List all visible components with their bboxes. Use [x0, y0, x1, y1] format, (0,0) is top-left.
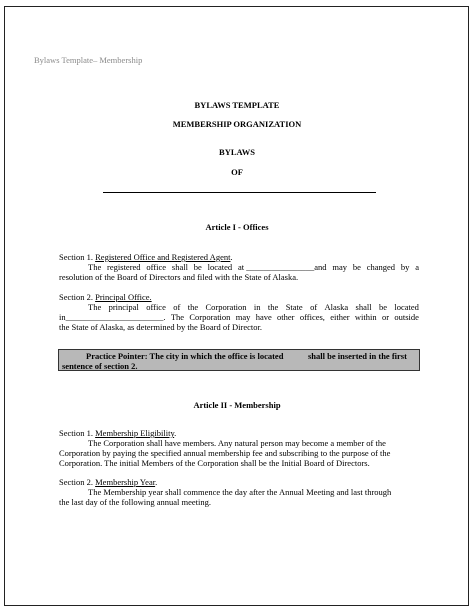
article-1-section-1-line-1 — [88, 262, 419, 272]
word: may — [332, 262, 348, 272]
document-title: BYLAWS TEMPLATE — [194, 100, 280, 110]
word: the — [187, 302, 199, 312]
word: be — [352, 262, 361, 272]
word: located — [207, 262, 233, 272]
word: either — [330, 312, 350, 322]
article-2-section-2-line-1: The Membership year shall commence the day after the Annual Meeting and last through — [88, 487, 392, 497]
section-prefix: Section 1. — [59, 252, 96, 262]
article-1-section-1-heading — [59, 252, 233, 262]
article-1-heading: Article I - Offices — [205, 222, 269, 232]
section-title: Registered Office and Registered Agent — [95, 252, 231, 262]
word: outside — [394, 312, 419, 322]
article-2-section-1-line-2: Corporation by paying the specified annual membership fee and subscribing to the purpose of the — [59, 448, 391, 458]
section-title: Membership Eligibility — [95, 428, 175, 438]
section-title-end: . — [230, 252, 233, 262]
word: have — [255, 312, 272, 322]
article-2-section-1-heading — [59, 428, 176, 438]
word: be — [193, 262, 202, 272]
article-2-section-1-line-3: Corporation. The initial Members of the Corporation shall be the Initial Board of Directors. — [59, 458, 370, 468]
word: be — [378, 302, 387, 312]
word: office — [146, 262, 167, 272]
section-prefix: Section 1. — [59, 428, 96, 438]
word: or — [381, 312, 390, 322]
word: State — [285, 302, 303, 312]
word: Corporation — [205, 302, 247, 312]
name-blank-line — [103, 192, 376, 193]
word: the — [267, 302, 279, 312]
running-header: Bylaws Template– Membership — [34, 55, 143, 65]
word: at ________________and — [238, 262, 327, 272]
article-1-section-2-heading — [59, 292, 152, 302]
word: of — [310, 302, 318, 312]
word: The — [88, 302, 102, 312]
section-title-end: . — [155, 477, 158, 487]
section-title: Membership Year — [95, 477, 156, 487]
word: office — [146, 302, 166, 312]
word: The — [170, 312, 185, 322]
practice-pointer-line-2: sentence of section 2. — [62, 361, 138, 371]
practice-pointer-line-1a: Practice Pointer: The city in which the office is located — [86, 351, 284, 361]
article-2-section-2-heading — [59, 477, 157, 487]
word: within — [354, 312, 377, 322]
word: shall — [171, 262, 188, 272]
article-2-section-1-line-1: The Corporation shall have members. Any natural person may become a member of the — [88, 438, 386, 448]
practice-pointer-line-1b: shall be inserted in the first — [308, 351, 407, 361]
word: shall — [355, 302, 372, 312]
article-1-section-1-line-2: resolution of the Board of Directors and filed with the State of Alaska. — [59, 272, 299, 282]
article-1-section-2-line-2 — [59, 312, 419, 322]
word: in — [253, 302, 261, 312]
bylaws-heading: BYLAWS — [219, 147, 255, 157]
section-prefix: Section 2. — [59, 477, 96, 487]
word: principal — [108, 302, 139, 312]
word: offices, — [299, 312, 325, 322]
document-subtitle: MEMBERSHIP ORGANIZATION — [172, 119, 302, 129]
section-title-end: . — [174, 428, 177, 438]
word: other — [277, 312, 295, 322]
section-title: Principal Office. — [95, 292, 152, 302]
word: of — [173, 302, 181, 312]
word: The — [88, 262, 102, 272]
article-1-section-2-line-3: the State of Alaska, as determined by the Board of Director. — [59, 322, 262, 332]
section-prefix: Section 2. — [59, 292, 96, 302]
word: registered — [107, 262, 141, 272]
article-2-section-2-line-2: the last day of the following annual meeting. — [59, 497, 212, 507]
article-1-section-2-line-1 — [88, 302, 419, 312]
word: changed — [366, 262, 396, 272]
of-heading: OF — [231, 167, 243, 177]
article-2-heading: Article II - Membership — [193, 400, 281, 410]
word: located — [394, 302, 419, 312]
word: in_______________________. — [59, 312, 166, 322]
word: Alaska — [324, 302, 349, 312]
word: Corporation — [189, 312, 231, 322]
word: by — [400, 262, 410, 272]
word: may — [235, 312, 251, 322]
word: a — [415, 262, 419, 272]
